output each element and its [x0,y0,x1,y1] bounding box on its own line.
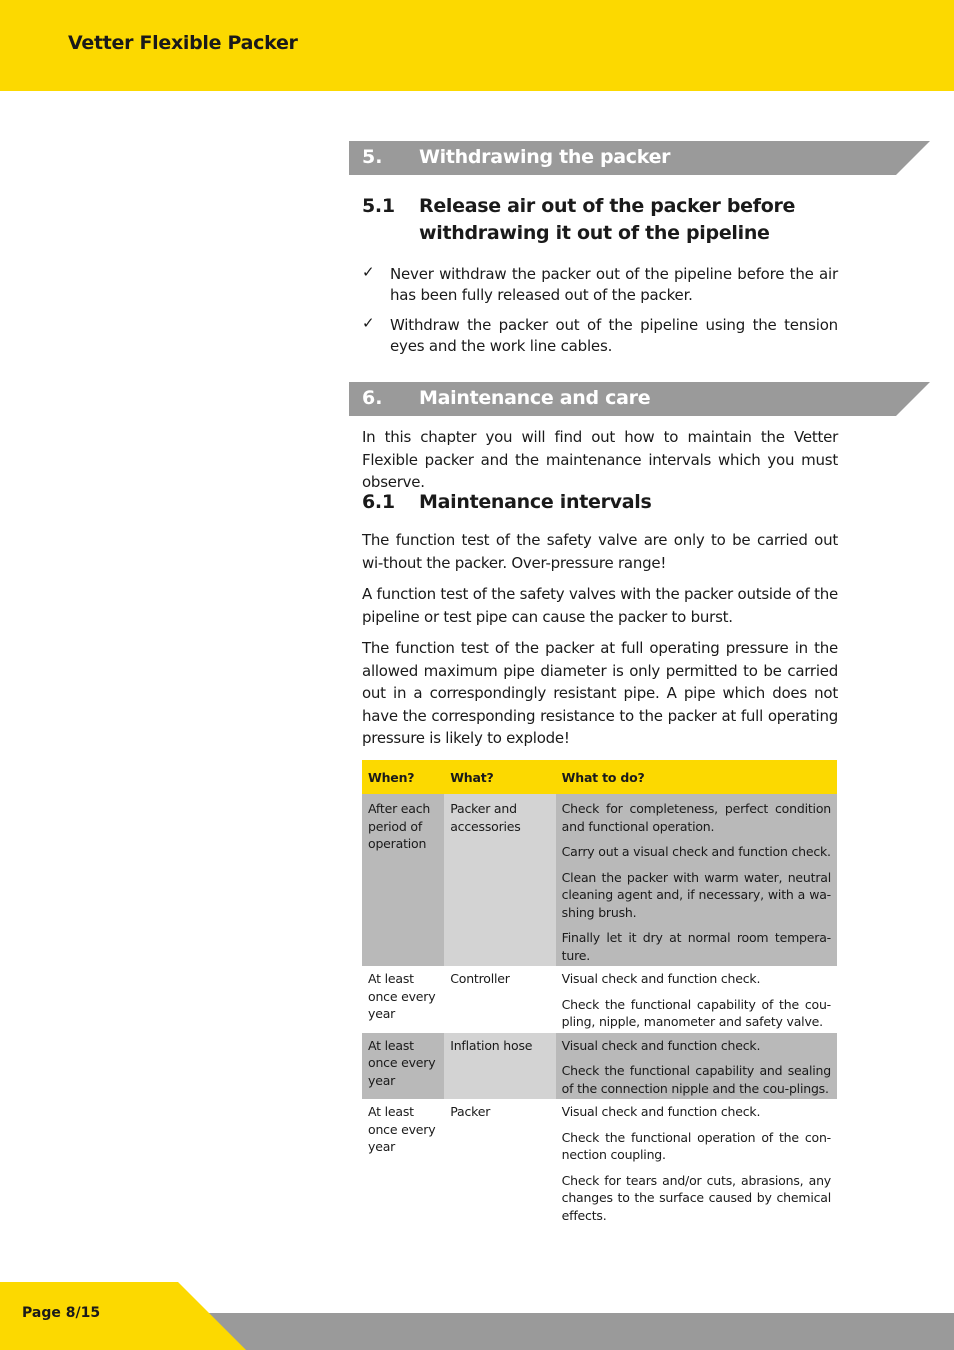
subsection-title-line2: withdrawing it out of the pipeline [419,222,770,244]
subsection-title-line1: Release air out of the packer before [419,195,796,217]
column-header-when: When? [362,760,444,794]
section-5-bar [349,141,930,175]
subsection-6-1-heading [362,489,838,516]
section-number: 6. [362,387,383,409]
table-header-row [362,760,837,794]
todo-item: Carry out a visual check and function check. [561,844,831,859]
todo-item: Visual check and function check. [561,971,761,986]
checkmark-icon: ✓ [362,314,375,332]
table-row [362,1033,837,1100]
cell-when: At least once every year [368,971,436,1021]
subsection-5-1-heading [362,193,838,247]
section-number: 5. [362,146,383,168]
page-number: Page 8/15 [22,1305,101,1321]
todo-item: Check the functional capability of the cou-pling, nipple, manometer and safety valve. [561,996,831,1029]
subsection-number: 6.1 [362,491,395,513]
paragraph: A function test of the safety valves with the packer outside of the pipeline or test pipe can cause the packer to burst. [362,585,838,626]
table-row [362,794,837,966]
cell-when: At least once every year [368,1104,436,1154]
subsection-title: Maintenance intervals [419,491,652,513]
check-item: Withdraw the packer out of the pipeline using the tension eyes and the work line cables. [390,316,838,355]
table-row [362,966,837,1033]
todo-item: Clean the packer with warm water, neutral cleaning agent and, if necessary, with a wa-shing brush. [561,869,831,920]
paragraph: The function test of the packer at full operating pressure in the allowed maximum pipe diameter is only permitted to be carried out in a correspondingly resistant pipe. A pipe which does not have the corresponding resistance to the packer at full operating pressure is likely to explode! [362,639,838,747]
table-row [362,1099,837,1226]
column-header-what: What? [444,760,555,794]
todo-item: Visual check and function check. [561,1037,761,1053]
section-title: Maintenance and care [419,387,651,409]
check-item: Never withdraw the packer out of the pipeline before the air has been fully released out of the packer. [390,265,838,304]
section-title: Withdrawing the packer [419,146,671,168]
checkmark-icon: ✓ [362,263,375,281]
todo-item: Finally let it dry at normal room tempera-ture. [561,930,831,963]
section-6-bar [349,382,930,416]
section-6-intro: In this chapter you will find out how to maintain the Vetter Flexible packer and the maintenance intervals which you must observe. [362,428,838,491]
column-header-what-to-do: What to do? [556,760,837,794]
todo-item: Visual check and function check. [561,1104,761,1119]
todo-item: Check for completeness, perfect condition and functional operation. [561,801,831,834]
todo-item: Check the functional operation of the con-nection coupling. [561,1129,831,1162]
cell-what: Packer and accessories [444,794,555,966]
cell-what: Controller [450,971,510,986]
cell-what: Packer [450,1104,491,1119]
cell-what-to-do [556,1099,837,1226]
subsection-number: 5.1 [362,195,395,217]
todo-item: Check for tears and/or cuts, abrasions, any changes to the surface caused by chemical effects. [561,1172,831,1223]
cell-what-to-do [556,966,837,1033]
cell-what-to-do [556,1033,837,1100]
document-title: Vetter Flexible Packer [68,32,298,54]
cell-when: At least once every year [362,1033,444,1100]
cell-what: Inflation hose [444,1033,555,1100]
cell-when: After each period of operation [362,794,444,966]
todo-item: Check the functional capability and sealing of the connection nipple and the cou-plings. [561,1063,831,1096]
paragraph: The function test of the safety valve are only to be carried out wi-thout the packer. Over-pressure range! [362,531,838,572]
maintenance-table [362,760,837,1226]
cell-what-to-do [556,794,837,966]
